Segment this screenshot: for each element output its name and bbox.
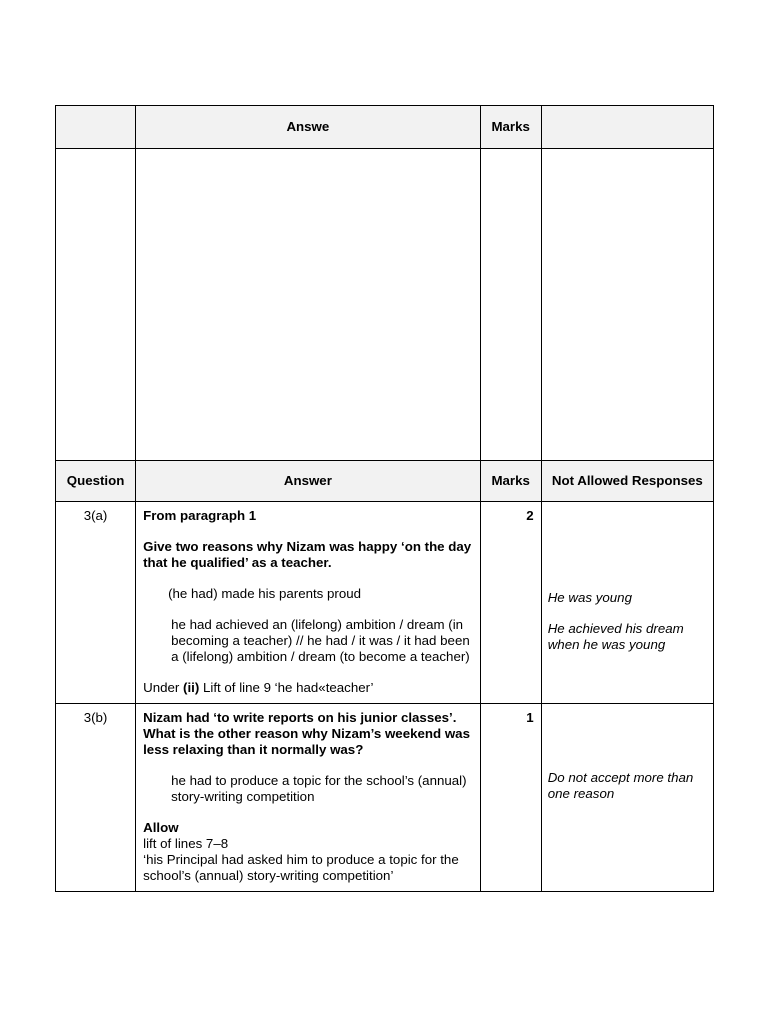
section-heading: From paragraph 1: [143, 508, 257, 523]
mark-scheme-table: [55, 105, 714, 892]
answer-point: he had achieved an (lifelong) ambition / dream (in becoming a teacher) // he had / it was / it had been a (lifelong) ambition / dream (to become a teacher): [171, 617, 470, 664]
marks-value: 2: [480, 502, 541, 704]
blank-row: [56, 149, 714, 461]
blank-cell: [541, 149, 713, 461]
answer-cell: [136, 704, 481, 892]
not-allowed-cell: [541, 502, 713, 704]
column-header-marks: Marks: [480, 461, 541, 502]
header-row-top: [56, 106, 714, 149]
question-number: 3(b): [56, 704, 136, 892]
column-header-not-allowed: Not Allowed Responses: [541, 461, 713, 502]
not-allowed-cell: [541, 704, 713, 892]
question-prompt: Give two reasons why Nizam was happy ‘on the day that he qualified’ as a teacher.: [143, 539, 472, 570]
question-prompt: Nizam had ‘to write reports on his junior classes’. What is the other reason why Nizam’s weekend was less relaxing than it normally was?: [143, 710, 470, 757]
allow-label: Allow: [143, 820, 179, 835]
question-row-3a: [56, 502, 714, 704]
header-not-allowed-cell: [541, 106, 713, 149]
marks-value: 1: [480, 704, 541, 892]
allow-line: ‘his Principal had asked him to produce a topic for the school’s (annual) story-writing competition’: [143, 852, 459, 883]
header-marks-cell: Marks: [480, 106, 541, 149]
column-header-answer: Answer: [136, 461, 481, 502]
not-allowed-response: He achieved his dream when he was young: [547, 621, 684, 652]
question-number: 3(a): [56, 502, 136, 704]
under-text: Lift of line 9 ‘he had«teacher’: [202, 680, 374, 695]
answer-point: (he had) made his parents proud: [168, 586, 362, 601]
under-prefix: Under: [143, 680, 180, 695]
header-answer-cell: Answe: [136, 106, 481, 149]
answer-cell: [136, 502, 481, 704]
blank-cell: [480, 149, 541, 461]
not-allowed-response: Do not accept more than one reason: [547, 770, 694, 801]
answer-point: he had to produce a topic for the school’s (annual) story-writing competition: [171, 773, 467, 804]
blank-cell: [56, 149, 136, 461]
column-header-question: Question: [56, 461, 136, 502]
header-question-cell: [56, 106, 136, 149]
header-row-main: [56, 461, 714, 502]
under-reference: (ii): [183, 680, 200, 695]
allow-line: lift of lines 7–8: [143, 836, 229, 851]
under-note: [143, 680, 472, 696]
blank-cell: [136, 149, 481, 461]
question-row-3b: [56, 704, 714, 892]
not-allowed-response: He was young: [547, 590, 632, 605]
